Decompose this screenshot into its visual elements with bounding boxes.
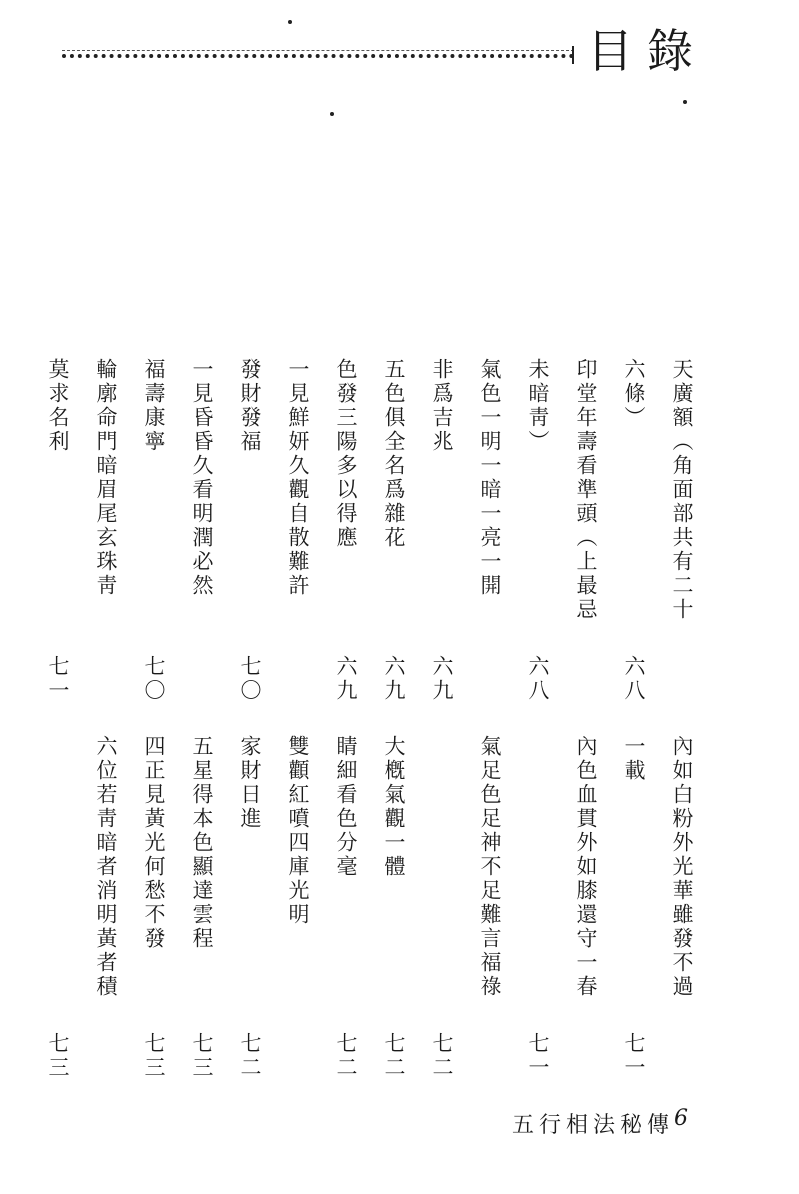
page-ref: 七二 <box>334 1032 358 1080</box>
page-ref: 七三 <box>190 1032 214 1080</box>
scan-speck <box>288 20 292 24</box>
page-number: 6 <box>674 1106 688 1131</box>
toc-entry: 未暗靑） 六八 <box>518 358 558 703</box>
toc-entry: 六位若靑暗者消明黃者積 <box>94 735 118 999</box>
toc-entry: 大槪氣觀一體 七二 <box>374 735 414 1080</box>
page-ref: 六九 <box>430 655 454 703</box>
header-rule-thin <box>62 50 574 51</box>
scan-speck <box>330 112 334 116</box>
page-ref: 七〇 <box>142 655 166 703</box>
toc-entry: 輪廓命門暗眉尾玄珠靑 <box>94 358 118 598</box>
header-rule-end-mark <box>572 46 574 64</box>
toc-entry: 內如白粉外光華雖發不過 <box>670 735 694 999</box>
running-footer-title: 五行相法秘傳 <box>512 1113 675 1138</box>
toc-entry: 色發三陽多以得應 六九 <box>326 358 366 703</box>
toc-entry: 氣足色足神不足難言福祿 <box>478 735 502 999</box>
header-rule <box>62 54 574 58</box>
toc-entry: 睛細看色分毫 七二 <box>326 735 366 1080</box>
toc-entry <box>422 735 462 1080</box>
toc-entry: 雙顴紅噴四庫光明 <box>286 735 310 927</box>
toc-entry: 福壽康寧 七〇 <box>134 358 174 703</box>
toc-entry: 氣色一明一暗一亮一開 <box>478 358 502 598</box>
toc-entry: 內色血貫外如膝還守一春 <box>574 735 598 999</box>
scan-speck <box>683 100 687 104</box>
toc-lower-band <box>46 735 710 1080</box>
toc-entry: 一載 七一 <box>614 735 654 1080</box>
toc-entry: 五星得本色顯達雲程 七三 <box>182 735 222 1080</box>
toc-entry: 發財發福 七〇 <box>230 358 270 703</box>
page-ref: 六八 <box>622 655 646 703</box>
toc-entry: 印堂年壽看準頭（上最忌 <box>574 358 598 622</box>
page-ref: 六八 <box>526 655 550 703</box>
page-ref: 七一 <box>622 1032 646 1080</box>
toc-entry: 五色俱全名爲雜花 六九 <box>374 358 414 703</box>
toc-entry: 四正見黃光何愁不發 七三 <box>134 735 174 1080</box>
page-ref: 七二 <box>430 1032 454 1080</box>
page-ref: 七一 <box>526 1032 550 1080</box>
toc-entry: 一見昏昏久看明潤必然 <box>190 358 214 598</box>
toc-entry: 六條） 六八 <box>614 358 654 703</box>
toc-entry: 一見鮮妍久觀自散難許 <box>286 358 310 598</box>
toc-entry: 天廣額（角面部共有二十 <box>670 358 694 622</box>
page-ref: 七二 <box>238 1032 262 1080</box>
page-ref: 七二 <box>382 1032 406 1080</box>
page-ref: 七〇 <box>238 655 262 703</box>
toc-entry: 非爲吉兆 六九 <box>422 358 462 703</box>
page-ref: 六九 <box>334 655 358 703</box>
page-ref: 七三 <box>46 1032 70 1080</box>
page-title: 目錄 <box>587 24 707 78</box>
page-ref: 六九 <box>382 655 406 703</box>
page-ref: 七一 <box>46 655 70 703</box>
toc-entry: 莫求名利 七一 <box>38 358 78 703</box>
toc-entry: 家財日進 七二 <box>230 735 270 1080</box>
page-ref: 七三 <box>142 1032 166 1080</box>
toc-upper-band <box>46 358 710 703</box>
toc-entry <box>518 735 558 1080</box>
toc-entry <box>38 735 78 1080</box>
